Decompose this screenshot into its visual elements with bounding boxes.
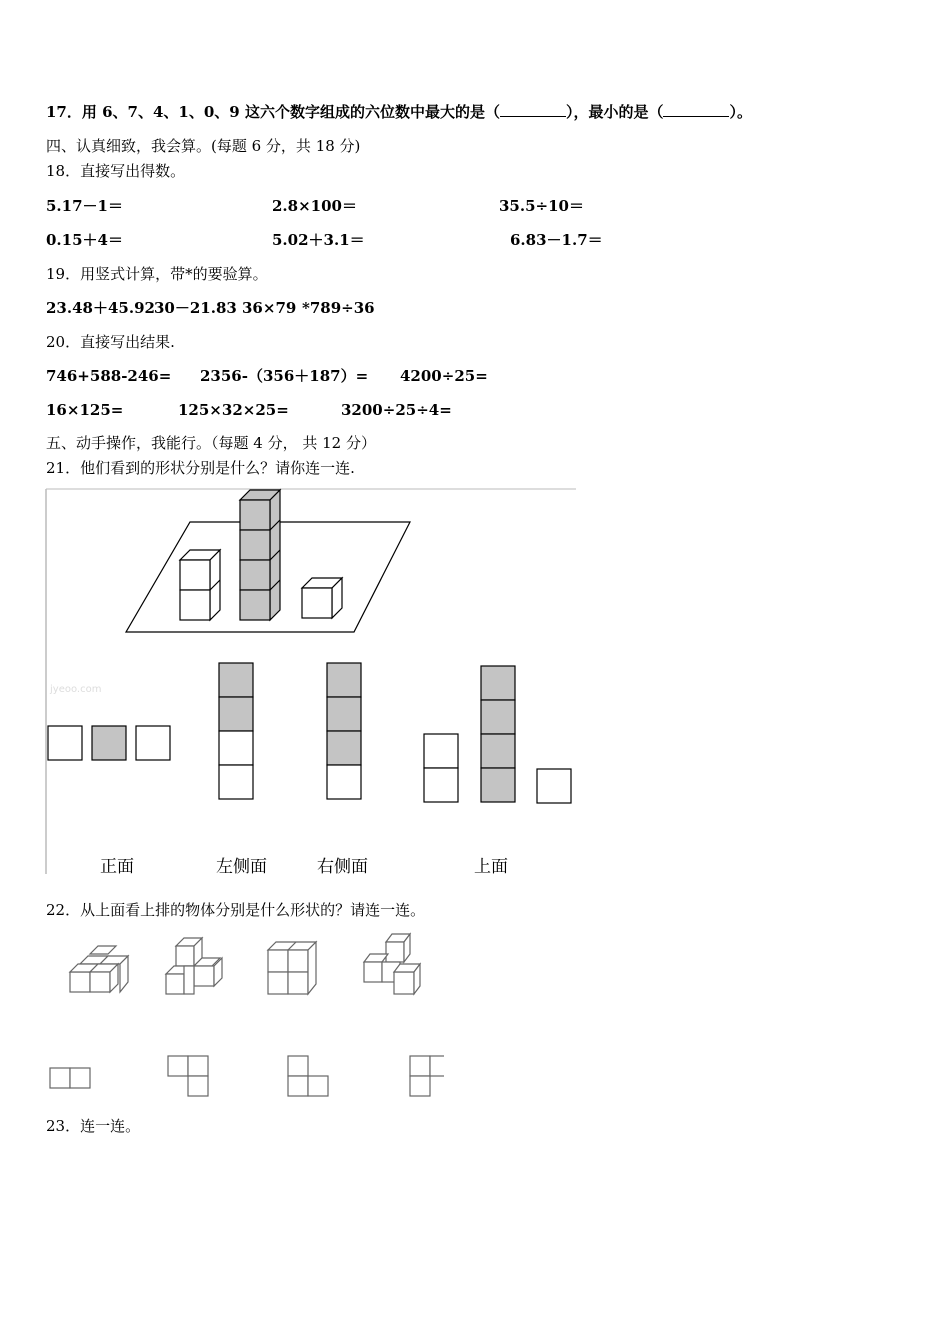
- top-view-option-4: [410, 1056, 444, 1096]
- q20-item: 746+588-246=: [46, 367, 172, 385]
- tall-cube-stack: [240, 490, 280, 620]
- solid-shape-3: [268, 942, 316, 994]
- question-17: [46, 102, 752, 122]
- label-right-side: 右侧面: [317, 857, 368, 877]
- q19-item: 23.48＋45.92: [46, 299, 155, 317]
- q19-item: *789÷36: [302, 299, 375, 317]
- q17-suffix: ）。: [729, 103, 752, 121]
- label-top: 上面: [474, 857, 508, 877]
- solid-shape-2: [166, 938, 222, 994]
- section-5-heading: 五、动手操作，我能行。（每题 4 分， 共 12 分）: [46, 434, 376, 452]
- q20-item: 125×32×25=: [178, 401, 289, 419]
- question-18-title: 18．直接写出得数。: [46, 162, 186, 180]
- q17-middle: ），最小的是（: [565, 103, 664, 121]
- q17-prefix: 17．用 6、7、4、1、0、9 这六个数字组成的六位数中最大的是（: [46, 103, 500, 121]
- q18-item: 6.83－1.7＝: [510, 231, 603, 249]
- watermark: jyeoo.com: [50, 684, 102, 695]
- solid-shape-1: [70, 946, 128, 992]
- q19-item: 36×79: [242, 299, 297, 317]
- section-4-heading: 四、认真细致，我会算。(每题 6 分，共 18 分): [46, 137, 361, 155]
- top-view-option-2: [168, 1056, 208, 1096]
- top-view: [424, 666, 571, 803]
- q18-item: 35.5÷10＝: [499, 197, 584, 215]
- top-view-option-3: [288, 1056, 328, 1096]
- question-20-title: 20．直接写出结果.: [46, 333, 175, 351]
- answer-blank-min[interactable]: [663, 102, 729, 117]
- q18-item: 5.02＋3.1＝: [272, 231, 365, 249]
- q18-item: 2.8×100＝: [272, 197, 357, 215]
- top-view-option-1: [50, 1068, 90, 1088]
- question-19-title: 19．用竖式计算，带*的要验算。: [46, 265, 268, 283]
- q21-figure: [44, 486, 578, 878]
- left-cube-stack: [180, 550, 220, 620]
- question-21-title: 21．他们看到的形状分别是什么？请你连一连.: [46, 459, 355, 477]
- q22-figure: [44, 928, 444, 1104]
- label-front: 正面: [100, 857, 134, 877]
- solid-shape-4: [364, 934, 420, 994]
- label-left-side: 左侧面: [216, 857, 267, 877]
- front-view: [48, 726, 170, 760]
- q20-item: 3200÷25÷4=: [341, 401, 452, 419]
- left-side-view: [219, 663, 253, 799]
- q20-item: 16×125=: [46, 401, 124, 419]
- q19-item: 30－21.83: [154, 299, 237, 317]
- single-cube: [302, 578, 342, 618]
- q20-item: 2356-（356＋187）=: [200, 367, 369, 385]
- question-23-title: 23．连一连。: [46, 1117, 141, 1135]
- question-22-title: 22．从上面看上排的物体分别是什么形状的？请连一连。: [46, 901, 426, 919]
- q18-item: 5.17－1＝: [46, 197, 123, 215]
- q20-item: 4200÷25=: [400, 367, 488, 385]
- q18-item: 0.15＋4＝: [46, 231, 123, 249]
- answer-blank-max[interactable]: [500, 102, 566, 117]
- right-side-view: [327, 663, 361, 799]
